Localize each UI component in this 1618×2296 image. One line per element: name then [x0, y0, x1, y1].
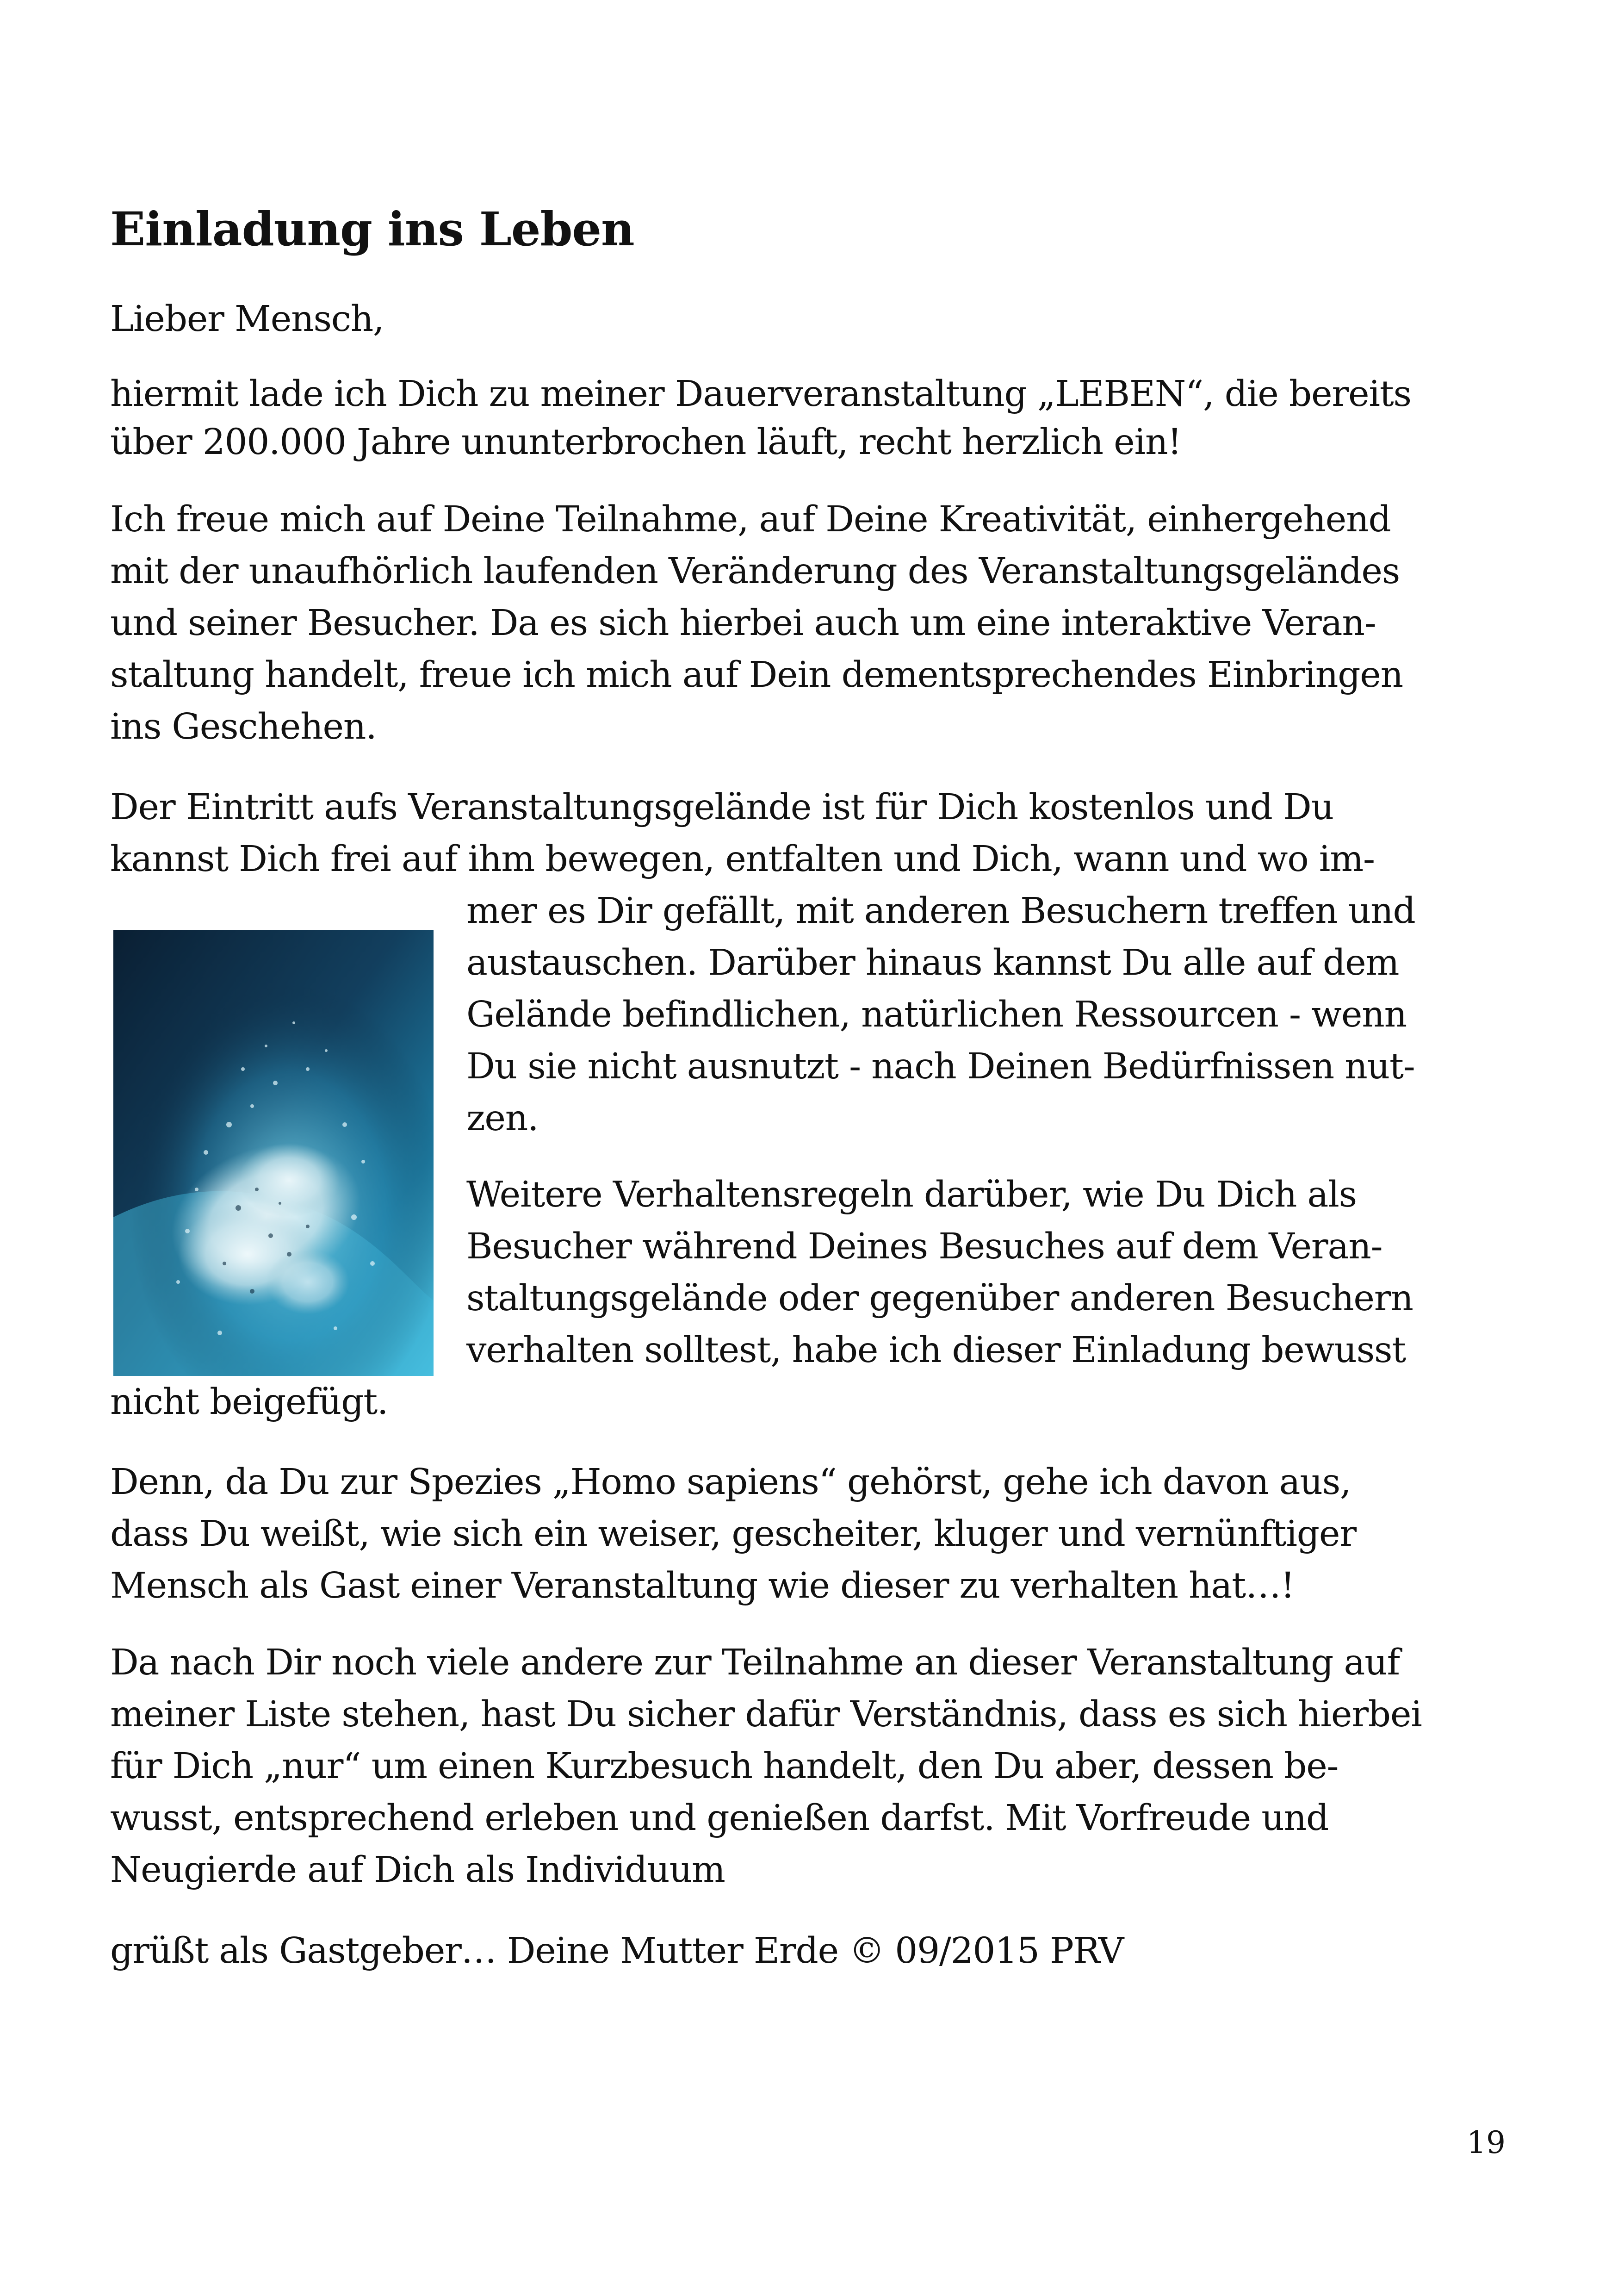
page-title: Einladung ins Leben — [110, 202, 634, 256]
paragraph-1-line-2: über 200.000 Jahre ununterbrochen läuft, recht herzlich ein! — [110, 422, 1182, 463]
salutation: Lieber Mensch, — [110, 299, 384, 340]
paragraph-3-line-2: kannst Dich frei auf ihm bewegen, entfalten und Dich, wann und wo im- — [110, 839, 1375, 880]
paragraph-2-line-2: mit der unaufhörlich laufenden Veränderung des Veranstaltungsgeländes — [110, 551, 1400, 592]
paragraph-2-line-1: Ich freue mich auf Deine Teilnahme, auf Deine Kreativität, einhergehend — [110, 499, 1391, 540]
paragraph-5-line-3: Mensch als Gast einer Veranstaltung wie dieser zu verhalten hat…! — [110, 1565, 1295, 1606]
paragraph-4-line-5: nicht beigefügt. — [110, 1381, 388, 1423]
water-splash-icon — [113, 930, 434, 1376]
paragraph-4-line-3: staltungsgelände oder gegenüber anderen Besuchern — [466, 1278, 1413, 1319]
paragraph-6-line-3: für Dich „nur“ um einen Kurzbesuch handelt, den Du aber, dessen be- — [110, 1746, 1339, 1787]
paragraph-4-line-2: Besucher während Deines Besuches auf dem Veran- — [466, 1226, 1382, 1267]
paragraph-1-line-1: hiermit lade ich Dich zu meiner Dauerveranstaltung „LEBEN“, die bereits — [110, 373, 1411, 415]
paragraph-6-line-1: Da nach Dir noch viele andere zur Teilnahme an dieser Veranstaltung auf — [110, 1642, 1400, 1683]
paragraph-3-line-3: mer es Dir gefällt, mit anderen Besuchern treffen und — [466, 890, 1415, 932]
paragraph-6-line-2: meiner Liste stehen, hast Du sicher dafür Verständnis, dass es sich hierbei — [110, 1694, 1422, 1735]
paragraph-5-line-2: dass Du weißt, wie sich ein weiser, gescheiter, kluger und vernünftiger — [110, 1513, 1356, 1555]
page-number: 19 — [1467, 2125, 1506, 2160]
paragraph-2-line-3: und seiner Besucher. Da es sich hierbei auch um eine interaktive Veran- — [110, 603, 1376, 644]
paragraph-3-line-4: austauschen. Darüber hinaus kannst Du alle auf dem — [466, 942, 1399, 983]
paragraph-3-line-5: Gelände befindlichen, natürlichen Ressourcen - wenn — [466, 994, 1407, 1035]
paragraph-2-line-4: staltung handelt, freue ich mich auf Dein dementsprechendes Einbringen — [110, 654, 1403, 696]
water-splash-image — [113, 930, 434, 1376]
paragraph-3-line-7: zen. — [466, 1098, 539, 1139]
paragraph-6-line-4: wusst, entsprechend erleben und genießen darfst. Mit Vorfreude und — [110, 1798, 1329, 1839]
paragraph-3-line-6: Du sie nicht ausnutzt - nach Deinen Bedürfnissen nut- — [466, 1046, 1415, 1087]
paragraph-4-line-4: verhalten solltest, habe ich dieser Einladung bewusst — [466, 1330, 1406, 1371]
paragraph-4-line-1: Weitere Verhaltensregeln darüber, wie Du Dich als — [466, 1174, 1357, 1215]
paragraph-2-line-5: ins Geschehen. — [110, 706, 377, 747]
paragraph-5-line-1: Denn, da Du zur Spezies „Homo sapiens“ gehörst, gehe ich davon aus, — [110, 1462, 1351, 1503]
closing-line: grüßt als Gastgeber… Deine Mutter Erde © 09/2015 PRV — [110, 1930, 1124, 1972]
paragraph-6-line-5: Neugierde auf Dich als Individuum — [110, 1849, 725, 1891]
paragraph-3-line-1: Der Eintritt aufs Veranstaltungsgelände ist für Dich kostenlos und Du — [110, 787, 1333, 828]
